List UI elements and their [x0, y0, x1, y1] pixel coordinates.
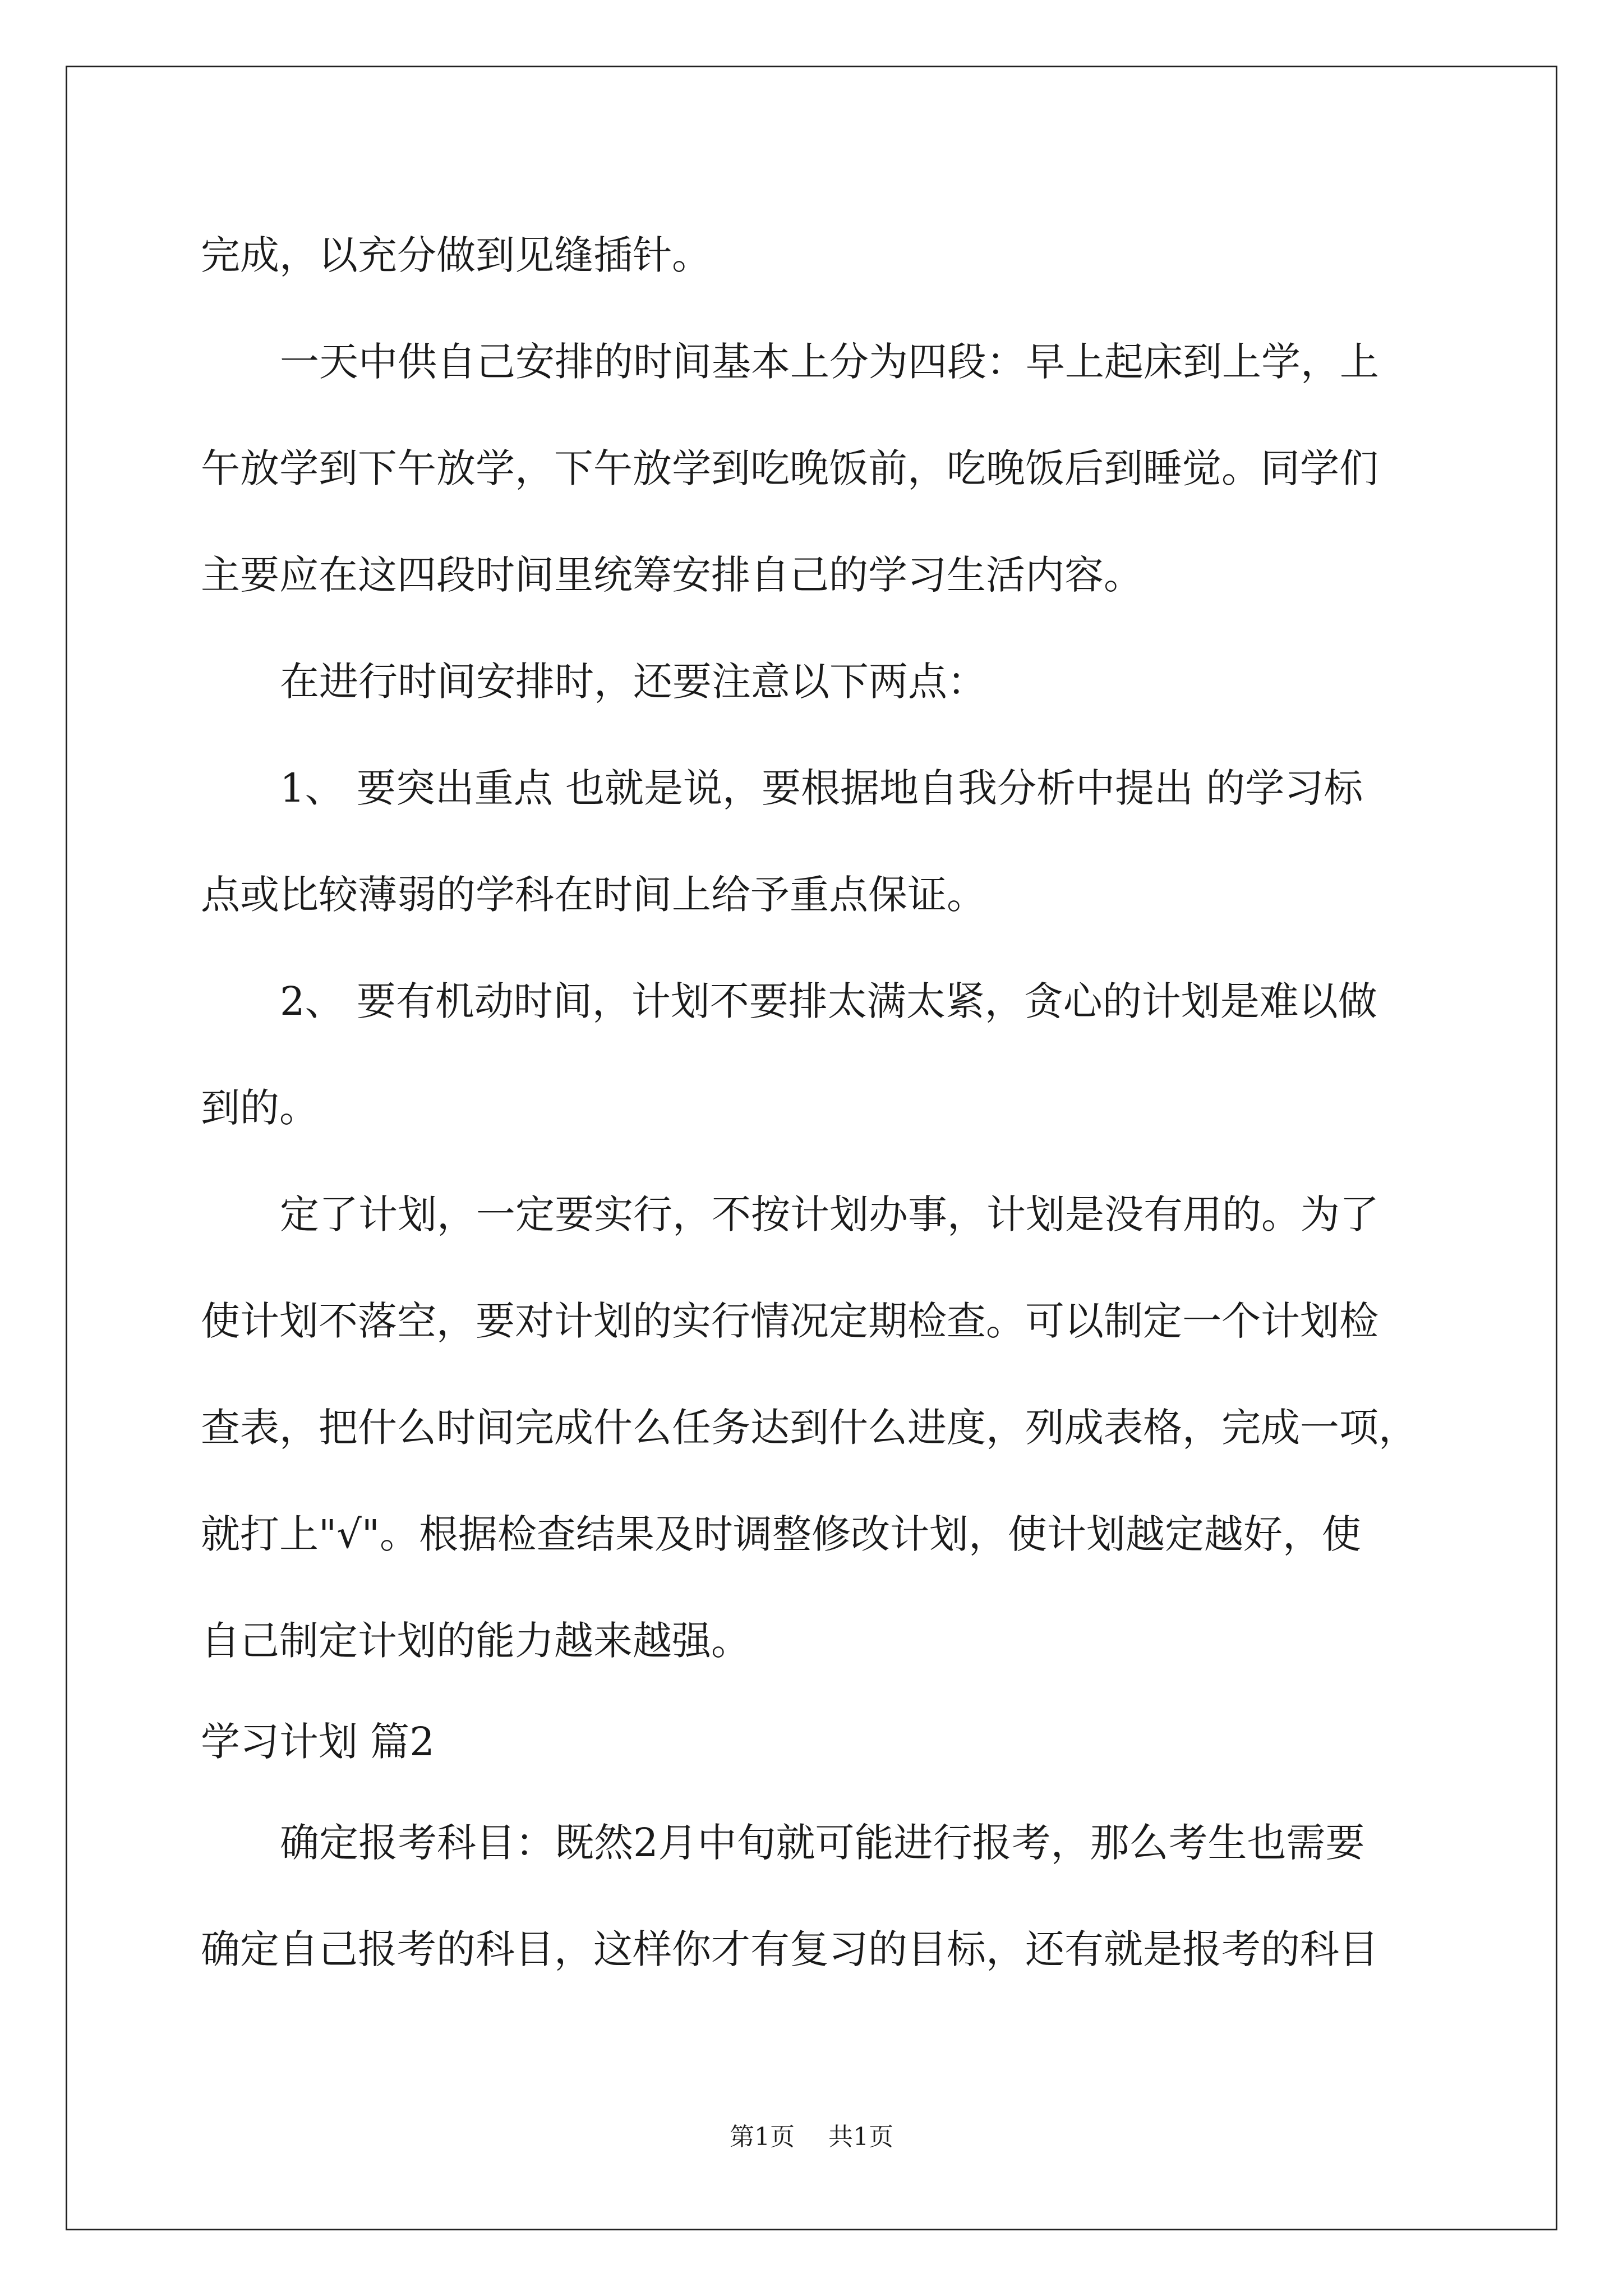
body-line-7: 点或比较薄弱的学科在时间上给予重点保证。	[201, 872, 986, 918]
page-footer	[0, 2120, 1623, 2154]
body-line-10: 定了计划，一定要实行，不按计划办事，计划是没有用的。为了	[280, 1191, 1379, 1237]
body-line-9: 到的。	[201, 1085, 319, 1131]
body-line-6: 1、 要突出重点 也就是说，要根据地自我分析中提出 的学习标	[280, 765, 1363, 811]
page-total: 共1页	[828, 2123, 893, 2151]
page-border	[66, 66, 1557, 2230]
body-line-8: 2、 要有机动时间，计划不要排太满太紧，贪心的计划是难以做	[280, 978, 1377, 1024]
body-line-12: 查表，把什么时间完成什么任务达到什么进度，列成表格，完成一项，	[201, 1405, 1418, 1451]
body-line-2: 一天中供自己安排的时间基本上分为四段：早上起床到上学，上	[280, 339, 1379, 385]
body-line-17: 确定自己报考的科目，这样你才有复习的目标，还有就是报考的科目	[201, 1926, 1378, 1972]
body-line-5: 在进行时间安排时，还要注意以下两点：	[280, 659, 986, 705]
body-line-1: 完成，以充分做到见缝插针。	[201, 232, 711, 278]
page-number: 第1页	[730, 2123, 795, 2151]
body-line-14: 自己制定计划的能力越来越强。	[201, 1618, 750, 1664]
body-line-13: 就打上"√"。根据检查结果及时调整修改计划，使计划越定越好，使	[201, 1511, 1361, 1557]
body-line-11: 使计划不落空，要对计划的实行情况定期检查。可以制定一个计划检	[201, 1298, 1378, 1344]
body-line-16: 确定报考科目：既然2月中旬就可能进行报考，那么考生也需要	[280, 1820, 1365, 1866]
body-line-3: 午放学到下午放学，下午放学到吃晚饭前，吃晚饭后到睡觉。同学们	[201, 445, 1378, 491]
body-line-4: 主要应在这四段时间里统筹安排自己的学习生活内容。	[201, 552, 1143, 598]
section-heading: 学习计划 篇2	[201, 1719, 435, 1765]
